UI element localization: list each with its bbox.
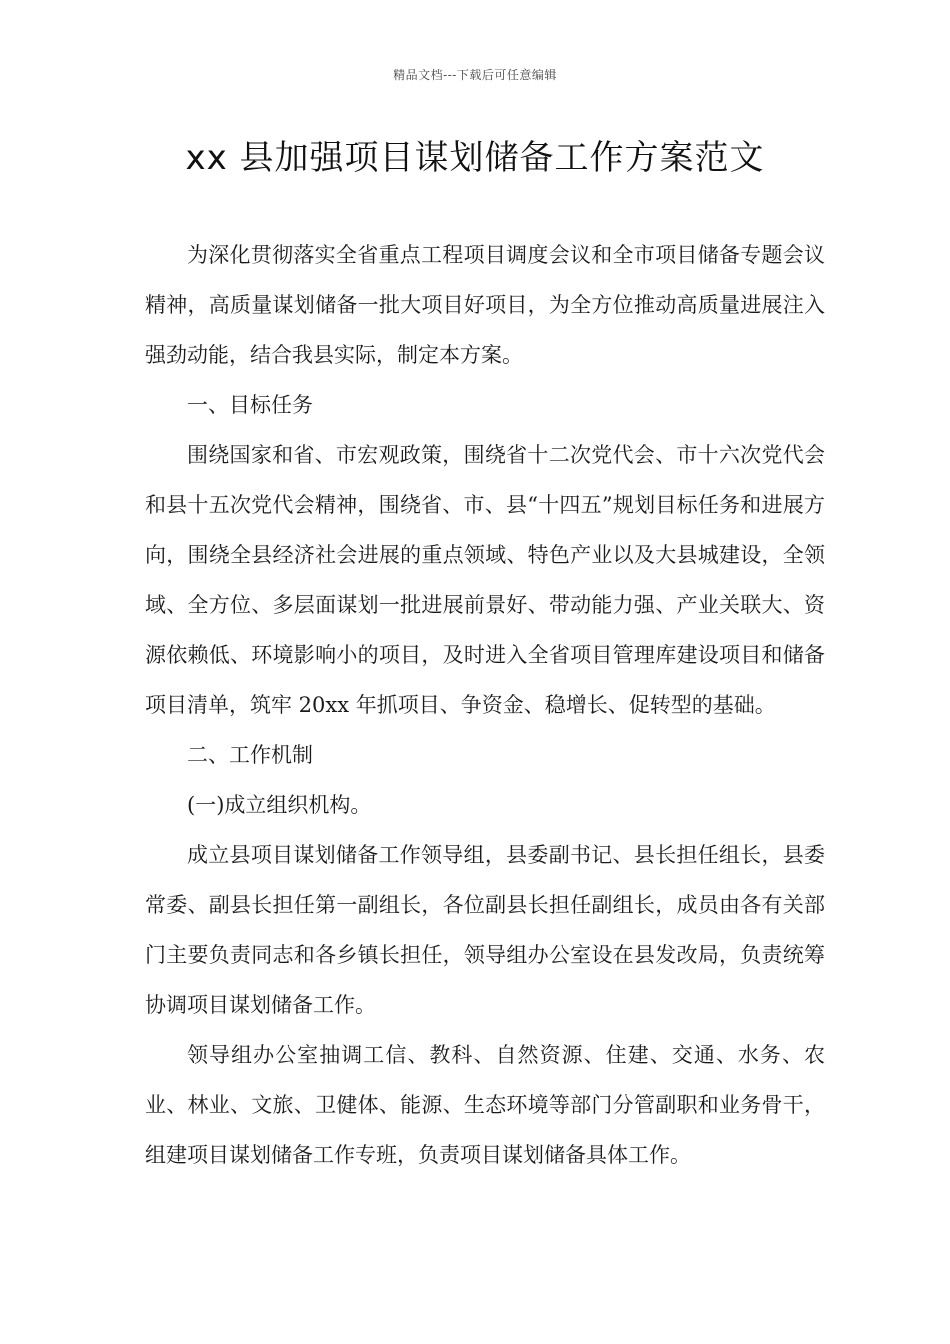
paragraph-task-force: 领导组办公室抽调工信、教科、自然资源、住建、交通、水务、农业、林业、文旅、卫健体、能源、生态环境等部门分管副职和业务骨干，组建项目谋划储备工作专班，负责项目谋划储备具体工作。 xyxy=(145,1043,825,1167)
header-note: 精品文档---下载后可任意编辑 xyxy=(393,68,557,82)
paragraph-organization: 成立县项目谋划储备工作领导组，县委副书记、县长担任组长，县委常委、副县长担任第一副组长，各位副县长担任副组长，成员由各有关部门主要负责同志和各乡镇长担任，领导组办公室设在县发改局，负责统筹协调项目谋划储备工作。 xyxy=(145,843,825,1017)
document-title: xx 县加强项目谋划储备工作方案范文 xyxy=(185,138,765,178)
section-heading-goals: 一、目标任务 xyxy=(187,393,313,417)
section-heading-mechanism: 二、工作机制 xyxy=(187,743,313,767)
paragraph-intro: 为深化贯彻落实全省重点工程项目调度会议和全市项目储备专题会议精神，高质量谋划储备一批大项目好项目，为全方位推动高质量进展注入强劲动能，结合我县实际，制定本方案。 xyxy=(145,243,825,367)
subsection-heading-organization: (一)成立组织机构。 xyxy=(187,793,372,817)
paragraph-goals: 围绕国家和省、市宏观政策，围绕省十二次党代会、市十六次党代会和县十五次党代会精神，围绕省、市、县“十四五”规划目标任务和进展方向，围绕全县经济社会进展的重点领域、特色产业以及大县城建设，全领域、全方位、多层面谋划一批进展前景好、带动能力强、产业关联大、资源依赖低、环境影响小的项目，及时进入全省项目管理库建设项目和储备项目清单，筑牢 20xx 年抓项目、争资金、稳增长、促转型的基础。 xyxy=(145,443,825,717)
document-body xyxy=(145,230,825,1180)
